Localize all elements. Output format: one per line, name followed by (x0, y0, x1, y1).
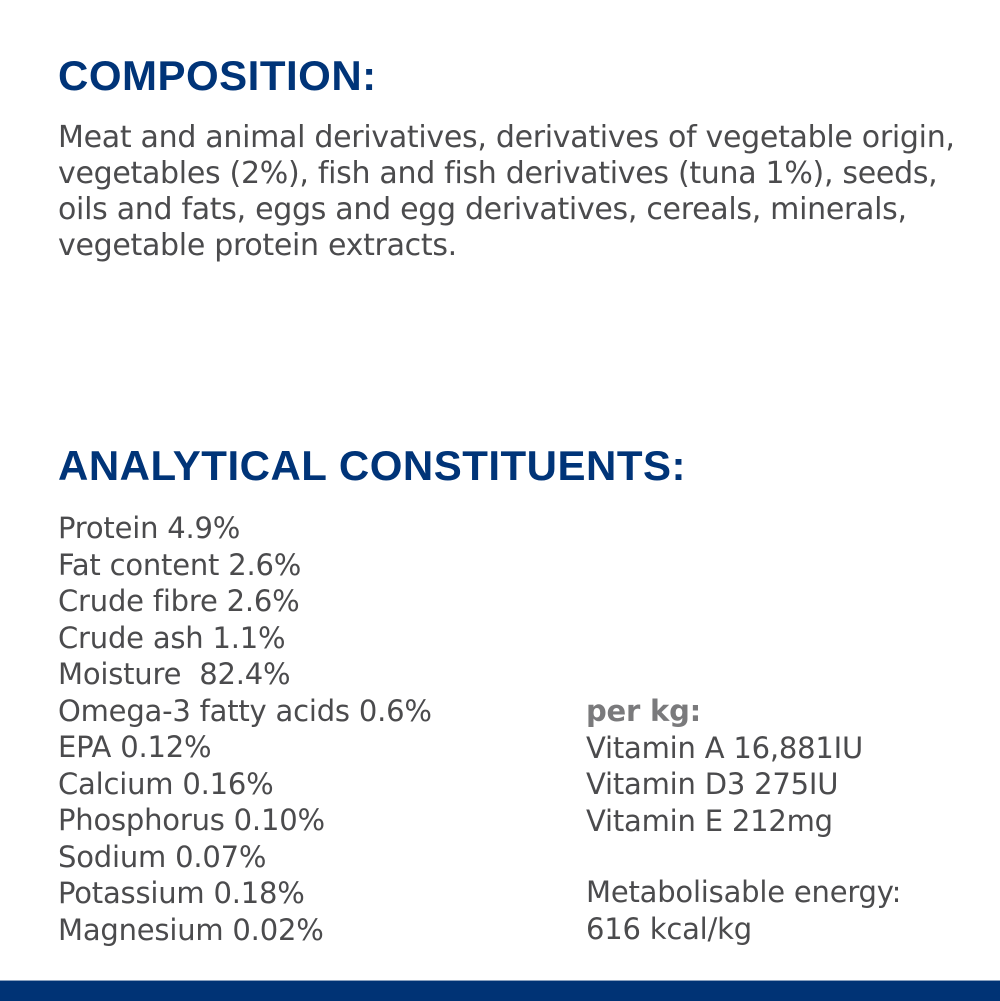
constituent-item: Crude fibre 2.6% (58, 584, 300, 618)
metabolisable-energy (586, 874, 901, 947)
constituent-item: Moisture 82.4% (58, 657, 291, 691)
per-kg-list (586, 693, 863, 839)
vitamin-item: Vitamin D3 275IU (586, 767, 839, 801)
constituent-item: Omega-3 fatty acids 0.6% (58, 693, 432, 728)
bottom-bar (0, 980, 1000, 1001)
vitamin-item: Vitamin E 212mg (586, 803, 833, 838)
per-kg-label: per kg: (586, 694, 702, 728)
analytical-constituents-list (58, 510, 432, 948)
constituent-item: EPA 0.12% (58, 730, 212, 764)
vitamin-item: Vitamin A 16,881IU (586, 730, 864, 765)
constituent-item: Fat content 2.6% (58, 547, 302, 582)
constituent-item: Calcium 0.16% (58, 766, 274, 801)
constituent-item: Magnesium 0.02% (58, 912, 324, 947)
composition-text: Meat and animal derivatives, derivatives of vegetable origin, vegetables (2%), fish and fish derivatives (tuna 1%), seeds, oils and fats, eggs and egg derivatives, cereals, minerals, vegetable protein extracts. (58, 120, 955, 263)
constituent-item: Crude ash 1.1% (58, 620, 286, 655)
energy-value: 616 kcal/kg (586, 911, 752, 946)
constituent-item: Sodium 0.07% (58, 839, 267, 874)
composition-heading: COMPOSITION: (58, 52, 377, 99)
analytical-constituents-heading: ANALYTICAL CONSTITUENTS: (58, 442, 687, 489)
constituent-item: Potassium 0.18% (58, 876, 305, 910)
energy-label: Metabolisable energy: (586, 875, 902, 909)
constituent-item: Phosphorus 0.10% (58, 803, 325, 837)
constituent-item: Protein 4.9% (58, 511, 241, 545)
